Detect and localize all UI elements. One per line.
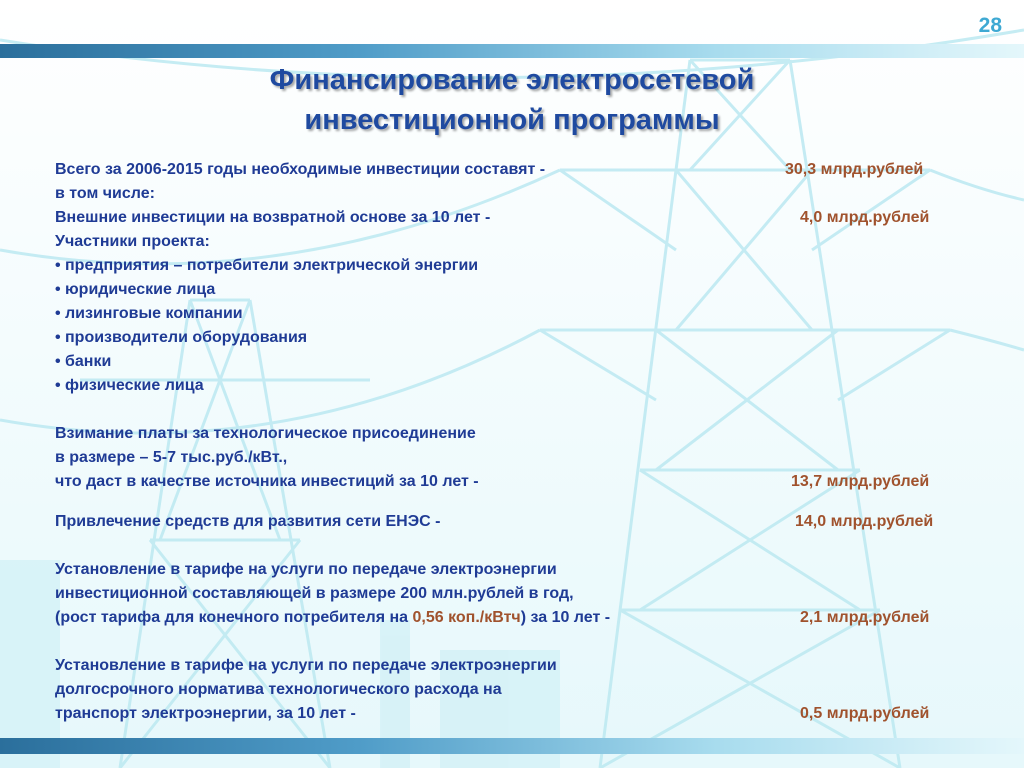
spacer — [55, 398, 975, 422]
tariff-line-2: инвестиционной составляющей в размере 200 млн.рублей в год, — [55, 585, 574, 602]
loss-line-1: Установление в тарифе на услуги по передаче электроэнергии — [55, 657, 557, 674]
list-item: • предприятия – потребители электрической энергии — [55, 254, 975, 278]
tariff-highlight: 0,56 коп./кВтч — [412, 609, 521, 626]
connection-line-2: в размере – 5-7 тыс.руб./кВт., — [55, 449, 288, 466]
external-row — [55, 206, 975, 230]
title-line-2: инвестиционной программы — [304, 104, 720, 136]
bullet-icon: • — [55, 305, 61, 322]
loss-row — [55, 702, 975, 726]
tariff-label-prefix: (рост тарифа для конечного потребителя на — [55, 609, 413, 626]
connection-label: что даст в качестве источника инвестиций за 10 лет - — [55, 473, 479, 490]
slide-content — [55, 158, 975, 726]
list-item: • банки — [55, 350, 975, 374]
header-band — [0, 44, 1024, 58]
slide-number: 28 — [978, 14, 1002, 37]
total-value: 30,3 млрд.рублей — [785, 161, 924, 178]
list-item: • производители оборудования — [55, 326, 975, 350]
bullet-icon: • — [55, 353, 61, 370]
external-label: Внешние инвестиции на возвратной основе за 10 лет - — [55, 209, 491, 226]
bullet-icon: • — [55, 329, 61, 346]
enes-label: Привлечение средств для развития сети ЕНЭС - — [55, 513, 441, 530]
including-label: в том числе: — [55, 185, 155, 202]
connection-row — [55, 470, 975, 494]
loss-label: транспорт электроэнергии, за 10 лет - — [55, 705, 356, 722]
external-value: 4,0 млрд.рублей — [800, 209, 930, 226]
participants-heading: Участники проекта: — [55, 233, 210, 250]
list-item: • юридические лица — [55, 278, 975, 302]
slide-title — [0, 60, 1024, 140]
loss-line-2: долгосрочного норматива технологического расхода на — [55, 681, 502, 698]
spacer — [55, 534, 975, 558]
connection-line-1: Взимание платы за технологическое присоединение — [55, 425, 476, 442]
bullet-icon: • — [55, 257, 61, 274]
footer-band — [0, 738, 1024, 754]
spacer — [55, 494, 975, 510]
list-item: • физические лица — [55, 374, 975, 398]
tariff-row — [55, 606, 975, 630]
tariff-value: 2,1 млрд.рублей — [800, 609, 930, 626]
total-label: Всего за 2006-2015 годы необходимые инвестиции составят - — [55, 161, 546, 178]
bullet-icon: • — [55, 281, 61, 298]
loss-value: 0,5 млрд.рублей — [800, 705, 930, 722]
enes-row — [55, 510, 975, 534]
enes-value: 14,0 млрд.рублей — [795, 513, 934, 530]
connection-value: 13,7 млрд.рублей — [791, 473, 930, 490]
list-item: • лизинговые компании — [55, 302, 975, 326]
tariff-line-1: Установление в тарифе на услуги по передаче электроэнергии — [55, 561, 557, 578]
total-row — [55, 158, 975, 182]
tariff-label-suffix: ) за 10 лет - — [520, 609, 611, 626]
bullet-icon: • — [55, 377, 61, 394]
title-line-1: Финансирование электросетевой — [269, 64, 755, 96]
spacer — [55, 630, 975, 654]
